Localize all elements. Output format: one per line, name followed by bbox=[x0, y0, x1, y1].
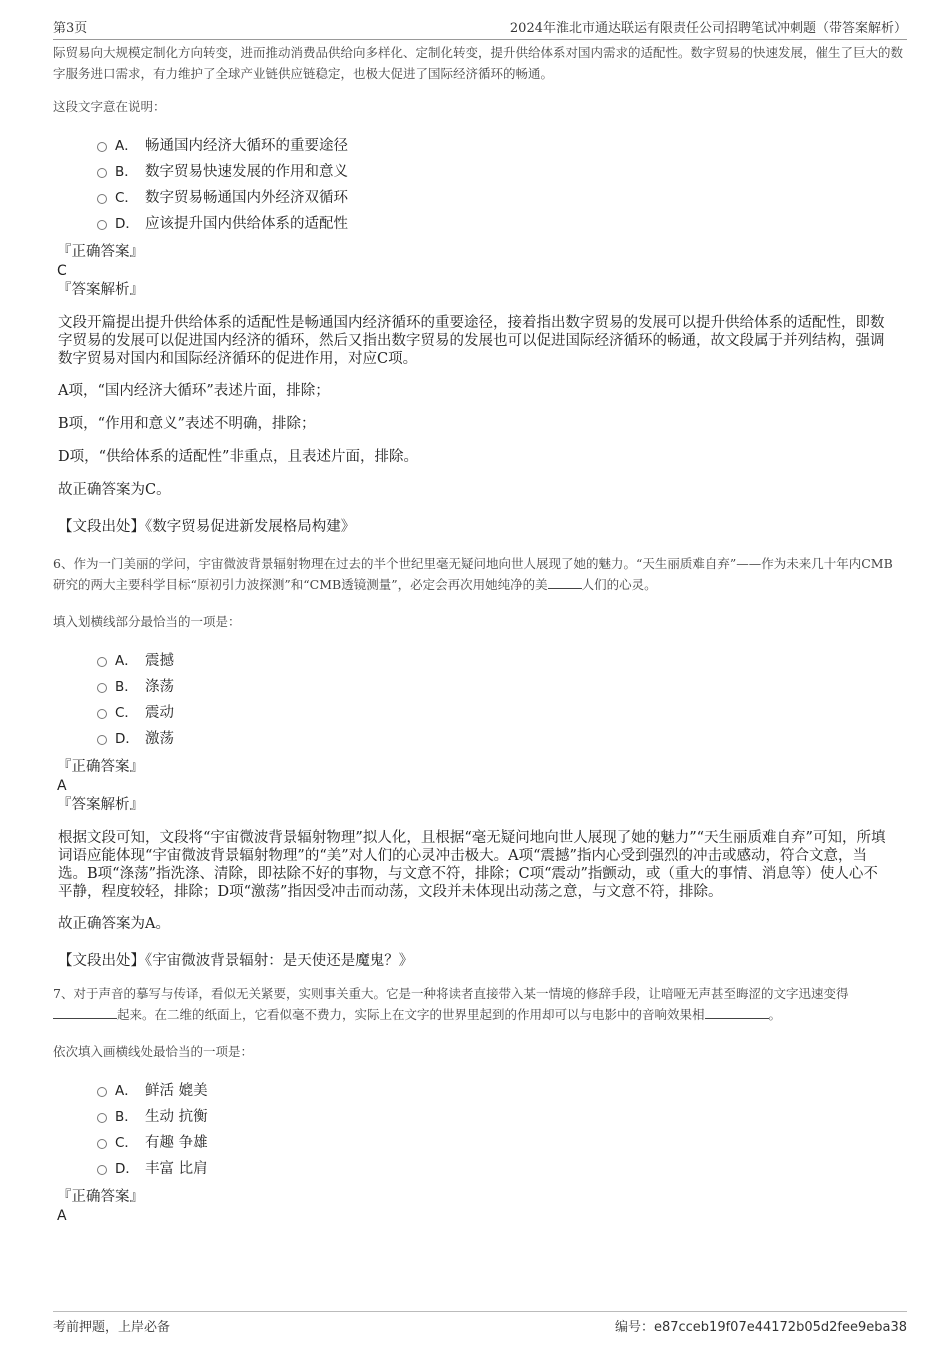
q5-option-a[interactable]: A． 畅通国内经济大循环的重要途径 bbox=[97, 131, 903, 157]
document-code: 编号：e87cceb19f07e44172b05d2fee9eba38 bbox=[614, 1319, 907, 1335]
radio-icon[interactable] bbox=[97, 1139, 107, 1149]
q5-explain-a: A项，“国内经济大循环”表述片面，排除； bbox=[58, 383, 330, 399]
q5-explain-d: D项，“供给体系的适配性”非重点，且表述片面，排除。 bbox=[58, 449, 418, 465]
q5-explain-b: B项，“作用和意义”表述不明确，排除； bbox=[58, 416, 316, 432]
q6-answer-label: 『正确答案』 bbox=[57, 759, 144, 775]
q6-source: 【文段出处】《宇宙微波背景辐射：是天使还是魔鬼？》 bbox=[58, 953, 414, 969]
q7-options bbox=[97, 1076, 903, 1180]
q6-option-d[interactable]: D． 激荡 bbox=[97, 724, 903, 750]
radio-icon[interactable] bbox=[97, 657, 107, 667]
radio-icon[interactable] bbox=[97, 168, 107, 178]
q5-option-c[interactable]: C． 数字贸易畅通国内外经济双循环 bbox=[97, 183, 903, 209]
q5-source: 【文段出处】《数字贸易促进新发展格局构建》 bbox=[58, 519, 356, 535]
radio-icon[interactable] bbox=[97, 735, 107, 745]
fill-blank bbox=[705, 1006, 769, 1019]
fill-blank bbox=[53, 1006, 117, 1019]
q6-conclusion: 故正确答案为A。 bbox=[58, 916, 170, 932]
q6-answer: A bbox=[57, 778, 67, 794]
q5-option-b[interactable]: B． 数字贸易快速发展的作用和意义 bbox=[97, 157, 903, 183]
q7-answer-label: 『正确答案』 bbox=[57, 1189, 144, 1205]
page-header bbox=[53, 14, 907, 40]
q7-option-d[interactable]: D． 丰富 比肩 bbox=[97, 1154, 903, 1180]
q5-passage: 际贸易向大规模定制化方向转变，进而推动消费品供给向多样化、定制化转变，提升供给体系对国内需求的适配性。数字贸易的快速发展，催生了巨大的数字服务进口需求，有力维护了全球产业链供应链稳定，也极大促进了国际经济循环的畅通。 bbox=[53, 45, 904, 81]
page-content bbox=[53, 42, 903, 1226]
radio-icon[interactable] bbox=[97, 142, 107, 152]
q6-question: 填入划横线部分最恰当的一项是： bbox=[53, 614, 241, 629]
q6-option-a[interactable]: A． 震撼 bbox=[97, 646, 903, 672]
q6-stem: 6、作为一门美丽的学问，宇宙微波背景辐射物理在过去的半个世纪里毫无疑问地向世人展现了她的魅力。“天生丽质难自弃”——作为未来几十年内CMB研究的两大主要科学目标“原初引力波探测”和“CMB透镜测量”，必定会再次用她纯净的美 人们的心灵。 bbox=[53, 556, 893, 592]
q6-explanation: 根据文段可知，文段将“宇宙微波背景辐射物理”拟人化，且根据“毫无疑问地向世人展现了她的魅力”“天生丽质难自弃”可知，所填词语应能体现“宇宙微波背景辐射物理”的“美”对人们的心灵冲击极大。A项“震撼”指内心受到强烈的冲击或感动，符合文意，当选。B项“涤荡”指洗涤、清除，即祛除不好的事物，与文意不符，排除；C项“震动”指颤动，或（重大的事情、消息等）使人心不平静，程度较轻，排除；D项“激荡”指因受冲击而动荡，文段并未体现出动荡之意，与文意不符，排除。 bbox=[58, 830, 886, 900]
footer-slogan: 考前押题，上岸必备 bbox=[53, 1319, 171, 1335]
page-footer bbox=[53, 1311, 907, 1336]
radio-icon[interactable] bbox=[97, 1165, 107, 1175]
q5-answer: C bbox=[57, 263, 67, 279]
radio-icon[interactable] bbox=[97, 194, 107, 204]
q5-conclusion: 故正确答案为C。 bbox=[58, 482, 171, 498]
document-title: 2024年淮北市通达联运有限责任公司招聘笔试冲刺题（带答案解析） bbox=[509, 21, 907, 36]
radio-icon[interactable] bbox=[97, 709, 107, 719]
q6-explain-label: 『答案解析』 bbox=[57, 797, 144, 813]
q7-option-c[interactable]: C． 有趣 争雄 bbox=[97, 1128, 903, 1154]
fill-blank bbox=[548, 576, 582, 589]
q6-option-b[interactable]: B． 涤荡 bbox=[97, 672, 903, 698]
q5-options bbox=[97, 131, 903, 235]
q7-stem: 7、对于声音的摹写与传译，看似无关紧要，实则事关重大。它是一种将读者直接带入某一情境的修辞手段，让喑哑无声甚至晦涩的文字迅速变得起来。在二维的纸面上，它看似毫不费力，实际上在文字的世界里起到的作用却可以与电影中的音响效果相 。 bbox=[53, 986, 849, 1022]
q7-answer: A bbox=[57, 1208, 67, 1224]
q5-option-d[interactable]: D． 应该提升国内供给体系的适配性 bbox=[97, 209, 903, 235]
q5-question: 这段文字意在说明： bbox=[53, 99, 166, 114]
page-number: 第3页 bbox=[53, 21, 88, 36]
q5-answer-label: 『正确答案』 bbox=[57, 244, 144, 260]
q7-question: 依次填入画横线处最恰当的一项是： bbox=[53, 1044, 254, 1059]
q6-options bbox=[97, 646, 903, 750]
q6-option-c[interactable]: C． 震动 bbox=[97, 698, 903, 724]
q5-explain-label: 『答案解析』 bbox=[57, 282, 144, 298]
q7-option-b[interactable]: B． 生动 抗衡 bbox=[97, 1102, 903, 1128]
radio-icon[interactable] bbox=[97, 220, 107, 230]
radio-icon[interactable] bbox=[97, 1113, 107, 1123]
q7-option-a[interactable]: A． 鲜活 媲美 bbox=[97, 1076, 903, 1102]
q5-explanation: 文段开篇提出提升供给体系的适配性是畅通国内经济循环的重要途径，接着指出数字贸易的发展可以提升供给体系的适配性，即数字贸易的发展可以促进国内经济的循环，然后又指出数字贸易的发展也可以促进国际经济循环的畅通，故文段属于并列结构，强调数字贸易对国内和国际经济循环的促进作用，对应C项。 bbox=[58, 315, 885, 367]
radio-icon[interactable] bbox=[97, 683, 107, 693]
radio-icon[interactable] bbox=[97, 1087, 107, 1097]
